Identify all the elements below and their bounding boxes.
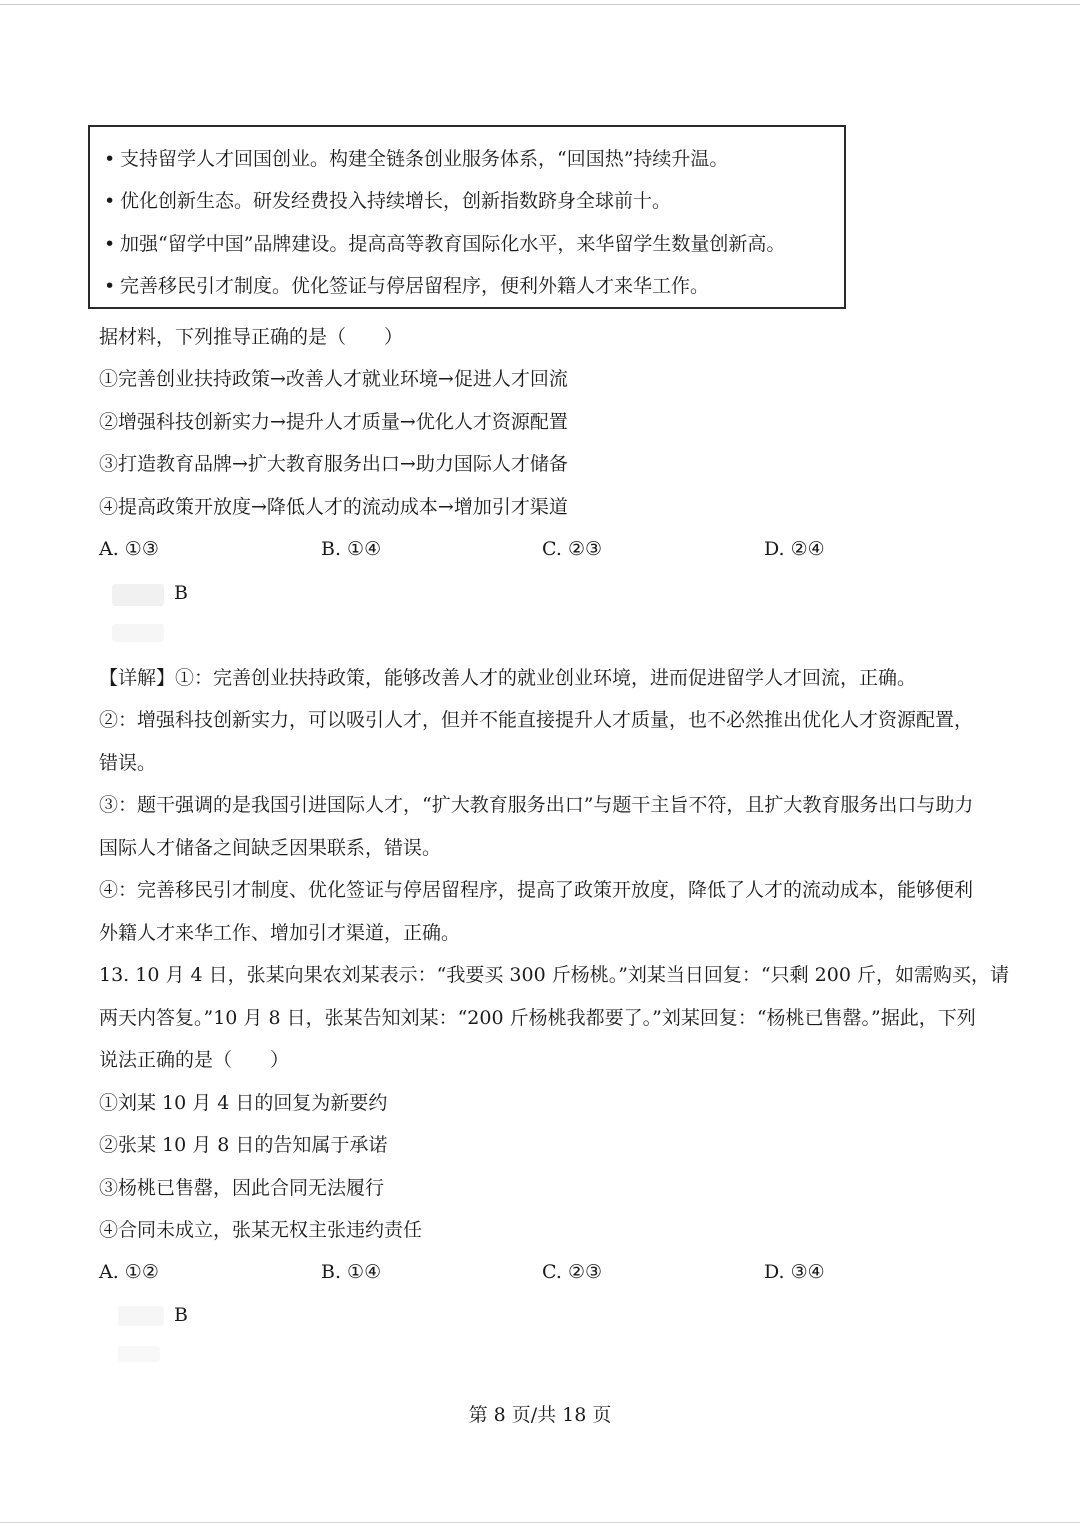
answer-label-smudge-2 bbox=[118, 1306, 164, 1326]
bottom-border-line bbox=[0, 1522, 1080, 1523]
analysis-label-smudge bbox=[112, 624, 164, 642]
q12-option-a: A. ①③ bbox=[99, 538, 159, 560]
q13-stem-line-2: 两天内答复。”10 月 8 日，张某告知刘某：“200 斤杨桃我都要了。”刘某回复：“杨桃已售罄。”据此，下列 bbox=[99, 1007, 976, 1029]
q13-option-c: C. ②③ bbox=[542, 1261, 603, 1283]
q13-stem-line-3: 说法正确的是（ ） bbox=[99, 1049, 290, 1071]
material-line-3: • 加强“留学中国”品牌建设。提高高等教育国际化水平，来华留学生数量创新高。 bbox=[104, 233, 786, 255]
q13-item-1: ①刘某 10 月 4 日的回复为新要约 bbox=[99, 1092, 388, 1114]
analysis-label-smudge-2 bbox=[118, 1346, 160, 1362]
q12-detail-7: 外籍人才来华工作、增加引才渠道，正确。 bbox=[99, 922, 461, 944]
q12-detail-6: ④：完善移民引才制度、优化签证与停居留程序，提高了政策开放度，降低了人才的流动成本，能够便利 bbox=[99, 879, 974, 901]
q12-detail-1: 【详解】①：完善创业扶持政策，能够改善人才的就业创业环境，进而促进留学人才回流，正确。 bbox=[99, 667, 917, 689]
material-line-1: • 支持留学人才回国创业。构建全链条创业服务体系，“回国热”持续升温。 bbox=[104, 148, 729, 170]
q13-option-d: D. ③④ bbox=[764, 1261, 825, 1283]
bullet-icon: • bbox=[104, 233, 116, 255]
q12-option-c: C. ②③ bbox=[542, 538, 603, 560]
q12-item-1: ①完善创业扶持政策→改善人才就业环境→促进人才回流 bbox=[99, 368, 568, 390]
q12-option-d: D. ②④ bbox=[764, 538, 825, 560]
q12-detail-4: ③：题干强调的是我国引进国际人才，“扩大教育服务出口”与题干主旨不符，且扩大教育服务出口与助力 bbox=[99, 794, 974, 816]
q12-item-3: ③打造教育品牌→扩大教育服务出口→助力国际人才储备 bbox=[99, 453, 568, 475]
q12-detail-3: 错误。 bbox=[99, 752, 157, 774]
q13-option-b: B. ①④ bbox=[321, 1261, 382, 1283]
q13-option-a: A. ①② bbox=[99, 1261, 159, 1283]
bullet-icon: • bbox=[104, 275, 116, 297]
q12-stem: 据材料，下列推导正确的是（ ） bbox=[99, 326, 404, 348]
bullet-icon: • bbox=[104, 190, 116, 212]
q12-option-b: B. ①④ bbox=[321, 538, 382, 560]
material-line-2: • 优化创新生态。研发经费投入持续增长，创新指数跻身全球前十。 bbox=[104, 190, 672, 212]
q13-item-4: ④合同未成立，张某无权主张违约责任 bbox=[99, 1219, 423, 1241]
q12-item-4: ④提高政策开放度→降低人才的流动成本→增加引才渠道 bbox=[99, 496, 568, 518]
q12-answer: B bbox=[174, 582, 188, 604]
answer-label-smudge bbox=[112, 584, 164, 606]
page-number: 第 8 页/共 18 页 bbox=[468, 1404, 612, 1426]
q13-stem-line-1: 13. 10 月 4 日，张某向果农刘某表示：“我要买 300 斤杨桃。”刘某当日回复：“只剩 200 斤，如需购买，请 bbox=[99, 964, 1009, 986]
q12-detail-5: 国际人才储备之间缺乏因果联系，错误。 bbox=[99, 837, 442, 859]
material-line-4: • 完善移民引才制度。优化签证与停居留程序，便利外籍人才来华工作。 bbox=[104, 275, 710, 297]
material-box bbox=[88, 125, 846, 309]
q13-answer: B bbox=[174, 1304, 188, 1326]
bullet-icon: • bbox=[104, 148, 116, 170]
q12-detail-2: ②：增强科技创新实力，可以吸引人才，但并不能直接提升人才质量，也不必然推出优化人才资源配置， bbox=[99, 709, 974, 731]
q13-item-2: ②张某 10 月 8 日的告知属于承诺 bbox=[99, 1134, 388, 1156]
top-border-line bbox=[0, 4, 1080, 5]
q12-item-2: ②增强科技创新实力→提升人才质量→优化人才资源配置 bbox=[99, 411, 568, 433]
q13-item-3: ③杨桃已售罄，因此合同无法履行 bbox=[99, 1177, 385, 1199]
